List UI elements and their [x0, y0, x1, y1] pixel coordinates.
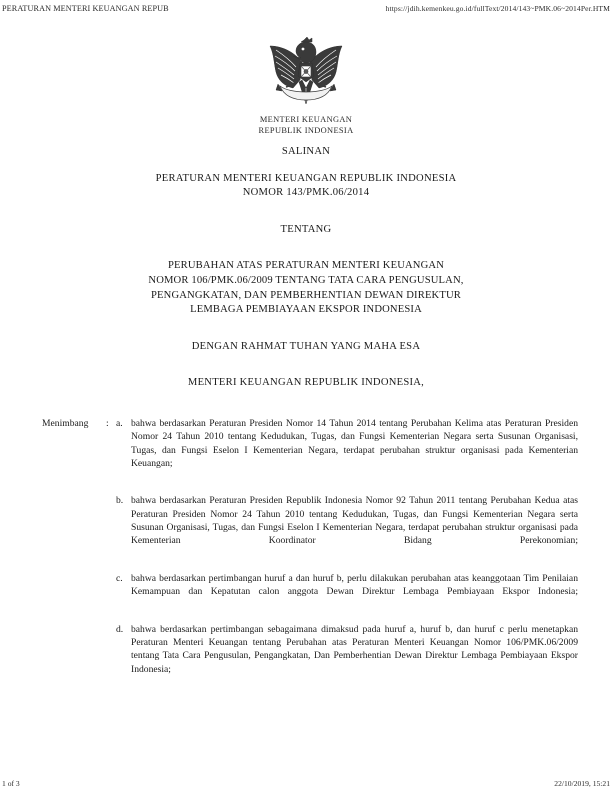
print-header-source-url: https://jdih.kemenkeu.go.id/fullText/2014/143~PMK.06~2014Per.HTM	[385, 4, 610, 13]
considering-item-marker: a.	[116, 417, 123, 429]
page-title: PERATURAN MENTERI KEUANGAN REPUBLIK INDONESIA	[155, 172, 457, 184]
print-header-document-title: PERATURAN MENTERI KEUANGAN REPUB	[2, 4, 169, 13]
considering-item	[116, 494, 578, 560]
considering-item-text: bahwa berdasarkan Peraturan Presiden Republik Indonesia Nomor 92 Tahun 2011 tentang Perubahan Kedua atas Peraturan Presiden Nomor 24 Tahun 2010 tentang Kedudukan, Tugas, dan Fungsi Kementerian Negara serta Susunan Organisasi, Tugas, dan Fungsi Eselon I Kementerian Negara, terdapat perubahan struktur organisasi pada Kementerian Koordinator Bidang Perekonomian;	[131, 495, 578, 547]
considering-item-marker: b.	[116, 495, 124, 507]
considering-item-marker: c.	[116, 572, 123, 584]
subject-line-1: PERUBAHAN ATAS PERATURAN MENTERI KEUANGAN	[167, 260, 445, 272]
print-header	[0, 4, 612, 20]
considering-item	[116, 623, 578, 689]
considering-section	[0, 417, 612, 689]
considering-item-text: bahwa berdasarkan Peraturan Presiden Nomor 14 Tahun 2014 tentang Perubahan Kelima atas Peraturan Presiden Nomor 24 Tahun 2010 tentang Kedudukan, Tugas, dan Fungsi Kementerian Negara serta Susunan Organisasi, Tugas, dan Fungsi Eselon I Kementerian Negara, terdapat perubahan struktur organisasi pada Kementerian Keuangan;	[131, 417, 578, 469]
considering-item-marker: d.	[116, 623, 124, 635]
copy-mark: SALINAN	[281, 146, 331, 157]
garuda-pancasila-emblem-icon	[260, 36, 352, 108]
about-label: TENTANG	[280, 223, 332, 235]
emblem-block	[0, 30, 612, 136]
considering-colon: :	[106, 417, 109, 429]
considering-item-text: bahwa berdasarkan pertimbangan huruf a dan huruf b, perlu dilakukan perubahan atas keanggotaan Tim Penilaian Kemampuan dan Kepatutan calon anggota Dewan Direktur Lembaga Pembiayaan Ekspor Indonesia;	[131, 572, 578, 598]
subject-line-4: LEMBAGA PEMBIAYAAN EKSPOR INDONESIA	[190, 304, 422, 316]
considering-row	[42, 417, 578, 689]
considering-item-text: bahwa berdasarkan pertimbangan sebagaimana dimaksud pada huruf a, huruf b, dan huruf c perlu menetapkan Peraturan Menteri Keuangan tentang Perubahan atas Peraturan Menteri Keuangan Nomor 106/PMK.06/2009 tentang Tata Cara Pengusulan, Pengangkatan, Dan Pemberhentian Dewan Direktur Lembaga Pembiayaan Ekspor Indonesia;	[131, 623, 578, 675]
document-page	[0, 30, 612, 689]
subject-block	[0, 259, 612, 317]
print-footer	[0, 774, 612, 788]
page-indicator: 1 of 3	[2, 779, 20, 788]
regulation-number: NOMOR 143/PMK.06/2014	[242, 187, 370, 199]
subject-line-2: NOMOR 106/PMK.06/2009 TENTANG TATA CARA PENGUSULAN,	[148, 274, 464, 286]
considering-item	[116, 572, 578, 612]
blessing-line: DENGAN RAHMAT TUHAN YANG MAHA ESA	[191, 340, 421, 352]
considering-label: Menimbang	[42, 417, 89, 429]
subject-line-3: PENGANGKATAN, DAN PEMBERHENTIAN DEWAN DIREKTUR	[150, 289, 461, 301]
considering-item	[116, 417, 578, 483]
emblem-caption-line-1: MENTERI KEUANGAN	[259, 115, 353, 124]
emblem-caption-line-2: REPUBLIK INDONESIA	[258, 125, 354, 135]
issuer-line: MENTERI KEUANGAN REPUBLIK INDONESIA,	[187, 377, 425, 389]
considering-items	[116, 417, 578, 689]
emblem-caption	[0, 115, 612, 136]
print-timestamp: 22/10/2019, 15:21	[554, 779, 610, 788]
